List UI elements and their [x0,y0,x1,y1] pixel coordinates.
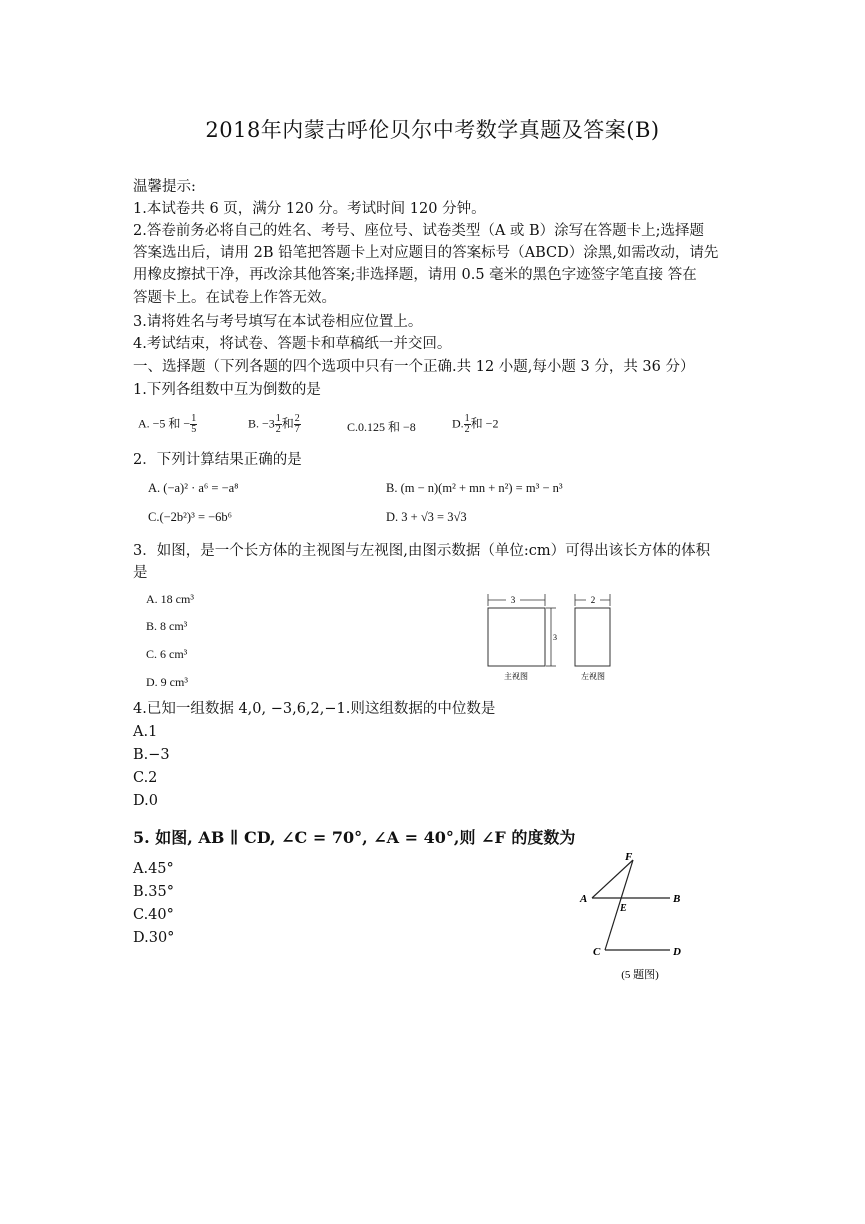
point-d-label: D [673,946,681,958]
question-4-option-d: D.0 [133,793,158,809]
question-1-option-d: D. $\frac{1}{2}$ 和 −2 [452,413,499,435]
question-4-stem: 4.已知一组数据 4,0, −3,6,2,−1.则这组数据的中位数是 [133,701,496,717]
front-view-label: 主视图 [504,672,528,681]
question-2-option-b: B. (m − n)(m² + mn + n²) = m³ − n³ [386,481,563,495]
question-5-stem: 5. 如图, AB ∥ CD, ∠C = 70°, ∠A = 40°,则 ∠F 的度数为 [133,828,576,847]
notice-line: 答题卡上。在试卷上作答无效。 [133,290,336,306]
question-3-option-a: A. 18 cm³ [146,592,194,606]
question-3-option-c: C. 6 cm³ [146,647,188,661]
notice-line: 3.请将姓名与考号填写在本试卷相应位置上。 [133,314,423,330]
front-height-label: 3 [553,633,557,642]
side-width-label: 2 [590,595,596,605]
section-heading: 一、选择题（下列各题的四个选项中只有一个正确.共 12 小题,每小题 3 分，共 36 分） [133,359,695,375]
parallel-lines-figure [570,848,700,988]
notice-line: 2.答卷前务必将自己的姓名、考号、座位号、试卷类型（A 或 B）涂写在答题卡上;选择题 [133,223,705,239]
notice-line: 4.考试结束，将试卷、答题卡和草稿纸一并交回。 [133,336,452,352]
notice-line: 1.本试卷共 6 页，满分 120 分。考试时间 120 分钟。 [133,201,486,217]
front-view-rect [488,608,545,666]
side-view-rect [575,608,610,666]
question-1-option-b: B. −3 $\frac{1}{2}$ 和 $\frac{2}{7}$ [248,413,300,435]
notice-line: 答案选出后，请用 2B 铅笔把答题卡上对应题目的答案标号（ABCD）涂黑,如需改动，请先 [133,245,719,261]
question-2-option-a: A. (−a)² · a⁶ = −a⁸ [148,481,239,495]
question-5-option-d: D.30° [133,930,175,946]
question-4-option-a: A.1 [133,724,158,740]
point-f-label: F [625,851,633,863]
question-5-option-c: C.40° [133,907,174,923]
question-3-option-b: B. 8 cm³ [146,619,188,633]
question-1-stem: 1.下列各组数中互为倒数的是 [133,382,321,398]
question-3-stem-cont: 是 [133,565,148,581]
question-1-option-a: A. −5 和 − $\frac{1}{5}$ [138,413,197,435]
question-4-option-c: C.2 [133,770,158,786]
question-2-option-d: D. 3 + √3 = 3√3 [386,510,467,524]
point-a-label: A [580,893,588,905]
question-3-option-d: D. 9 cm³ [146,675,188,689]
notice-heading: 温馨提示: [133,179,196,195]
notice-line: 用橡皮擦拭干净，再改涂其他答案;非选择题，请用 0.5 毫米的黑色字迹签字笔直接 答在 [133,267,697,283]
question-3-stem: 3．如图，是一个长方体的主视图与左视图,由图示数据（单位:cm）可得出该长方体的体积 [133,543,711,559]
document-title: 2018年内蒙古呼伦贝尔中考数学真题及答案(B) [205,118,660,142]
question-2-option-c: C.(−2b²)³ = −6b⁶ [148,510,233,524]
three-view-figure [480,590,620,685]
point-b-label: B [673,893,681,905]
side-view-label: 左视图 [581,672,605,681]
question-1-option-c: C.0.125 和 −8 [347,420,416,434]
question-5-option-b: B.35° [133,884,174,900]
point-c-label: C [593,946,601,958]
point-e-label: E [620,903,627,914]
question-4-option-b: B.−3 [133,747,170,763]
question-5-option-a: A.45° [133,861,174,877]
question-2-stem: 2．下列计算结果正确的是 [133,452,302,468]
front-width-label: 3 [510,595,516,605]
figure-5-caption: (5 题图) [621,969,659,981]
